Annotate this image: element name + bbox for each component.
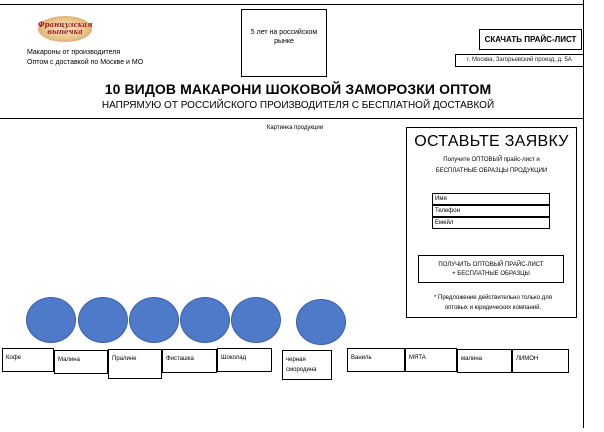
flavor-label: Кофе: [2, 348, 54, 372]
macaron-bubble: [180, 297, 230, 343]
email-field[interactable]: Емейл: [432, 217, 550, 229]
get-price-list-button[interactable]: [418, 255, 564, 283]
macaron-bubble: [78, 297, 128, 343]
macaron-bubble: [231, 297, 281, 343]
download-price-list-button[interactable]: СКАЧАТЬ ПРАЙС-ЛИСТ: [479, 29, 582, 50]
offer-disclaimer: [413, 293, 573, 313]
product-image-placeholder: Картинка продукции: [266, 125, 324, 131]
phone-field[interactable]: Телефон: [432, 205, 550, 217]
disclaimer-line-2: оптовых и юридических компаний.: [444, 305, 542, 311]
badge-text: 5 лет на российском рынке: [250, 29, 318, 45]
order-form-subtitle-line-1: Получите ОПТОВЫЙ прайс-лист и: [443, 157, 540, 163]
address-text: г. Москва, Загорьевский проезд, д. 5А: [455, 54, 584, 67]
flavor-label: малина: [457, 349, 512, 373]
page-headline: 10 ВИДОВ МАКАРОНИ ШОКОВОЙ ЗАМОРОЗКИ ОПТОМ: [104, 81, 492, 97]
flavor-label: ЛИМОН: [512, 349, 569, 373]
flavor-label: Ваниль: [347, 348, 405, 372]
macaron-bubble: [296, 299, 346, 345]
disclaimer-line-1: * Предложение действительно только для: [434, 295, 552, 301]
tagline-line-2: Оптом с доставкой по Москве и МО: [27, 59, 144, 66]
submit-label-line-1: ПОЛУЧИТЬ ОПТОВЫЙ ПРАЙС-ЛИСТ: [438, 262, 544, 268]
order-form: [406, 127, 577, 318]
order-form-title: ОСТАВЬТЕ ЗАЯВКУ: [414, 133, 569, 150]
flavor-label: Пралине: [108, 349, 162, 379]
submit-label-line-2: + БЕСПЛАТНЫЕ ОБРАЗЦЫ: [452, 271, 530, 277]
order-form-subtitle: [413, 155, 570, 177]
content-divider: [0, 118, 584, 119]
flavor-label: МЯТА: [405, 348, 457, 372]
flavor-label: Малина: [54, 350, 108, 374]
page-subheadline: НАПРЯМУЮ ОТ РОССИЙСКОГО ПРОИЗВОДИТЕЛЯ С БЕСПЛАТНОЙ ДОСТАВКОЙ: [101, 100, 495, 111]
macaron-bubble: [129, 297, 179, 343]
experience-badge: [241, 9, 327, 77]
brand-logo[interactable]: [38, 16, 92, 42]
order-form-subtitle-line-2: БЕСПЛАТНЫЕ ОБРАЗЦЫ ПРОДУКЦИИ: [435, 168, 548, 174]
macaron-bubble: [26, 297, 76, 343]
flavor-label: черная смородина: [282, 350, 332, 380]
flavor-label: Шоколад: [217, 348, 272, 372]
logo-text: Французская выпечка: [38, 20, 93, 36]
tagline: [27, 48, 143, 68]
top-divider: [0, 4, 584, 5]
flavor-label: Фисташка: [162, 349, 217, 373]
tagline-line-1: Макароны от производителя: [27, 49, 121, 56]
name-field[interactable]: Имя: [432, 193, 550, 205]
